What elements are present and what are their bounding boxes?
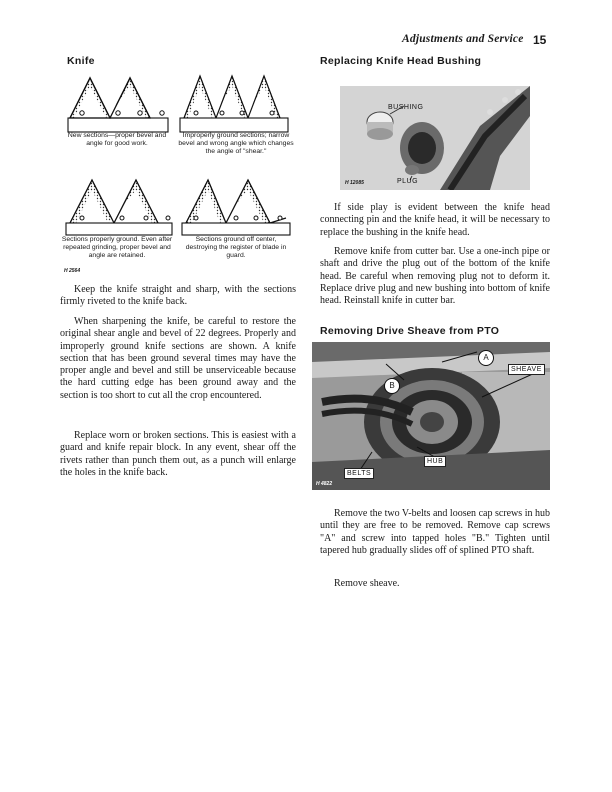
label-hub: HUB (424, 456, 446, 467)
label-plug: PLUG (397, 178, 419, 185)
properly-ground-drawing (66, 180, 172, 235)
knife-paragraph-2: When sharpening the knife, be careful to restore the original shear angle and bevel of 22 degrees. Properly and improperly ground knife sections are shown. A knife section that has been ground several times may have the proper angle and bevel and still be unserviceable because the hard cutting edge has been ground away and the section is too short to cut all the crop encountered. (60, 316, 296, 401)
label-a: A (478, 350, 494, 366)
knife-heading: Knife (67, 55, 95, 67)
figure-id-knife: H 2564 (64, 268, 81, 274)
sheave-heading: Removing Drive Sheave from PTO (320, 325, 500, 337)
caption-off-center: Sections ground off center, destroying the register of blade in guard. (185, 236, 287, 259)
label-b: B (384, 378, 400, 394)
off-center-drawing (182, 180, 290, 235)
caption-properly-ground: Sections properly ground. Even after repeated grinding, proper bevel and angle are retained. (61, 236, 173, 259)
caption-new-sections: New sections—proper bevel and angle for good work. (67, 132, 167, 147)
caption-improper-sections: Improperly ground sections; narrow bevel and wrong angle which changes the angle of "shear." (178, 132, 294, 155)
bushing-photo-illustration (340, 86, 530, 190)
label-bushing: BUSHING (388, 104, 424, 111)
bushing-heading: Replacing Knife Head Bushing (320, 55, 482, 67)
bushing-photo (340, 86, 530, 190)
knife-paragraph-3: Replace worn or broken sections. This is easiest with a guard and knife repair block. In any event, shear off the rivets rather than punch them out, as a punch will enlarge the holes in the knife back. (60, 430, 296, 478)
sheave-paragraph-1: Remove the two V-belts and loosen cap screws in hub until they are free to be removed. Remove cap screws "A" and screw into tapped holes "B." Tighten until tapered hub gradually slides off of splined PTO shaft. (320, 508, 550, 556)
improper-sections-drawing (180, 76, 288, 132)
figure-id-sheave: H 4822 (316, 481, 333, 487)
running-head: Adjustments and Service (402, 33, 524, 45)
page-number: 15 (533, 33, 547, 47)
bushing-paragraph-2: Remove knife from cutter bar. Use a one-inch pipe or shaft and drive the plug out of the bottom of the knife head. Be careful when removing plug not to deform it. Replace drive plug and new bushing into bottom of knife head. Reinstall knife in cutter bar. (320, 246, 550, 307)
knife-sections-figure (60, 68, 300, 278)
label-belts: BELTS (344, 468, 374, 479)
sheave-paragraph-2: Remove sheave. (334, 578, 400, 589)
figure-id-bushing: H 12085 (345, 180, 364, 186)
knife-paragraph-1: Keep the knife straight and sharp, with the sections firmly riveted to the knife back. (60, 284, 296, 308)
sheave-photo (312, 342, 550, 490)
bushing-paragraph-1: If side play is evident between the knife head connecting pin and the knife head, it will be necessary to replace the bushing in the knife head. (320, 202, 550, 238)
new-sections-drawing (68, 78, 168, 132)
label-sheave: SHEAVE (508, 364, 545, 375)
